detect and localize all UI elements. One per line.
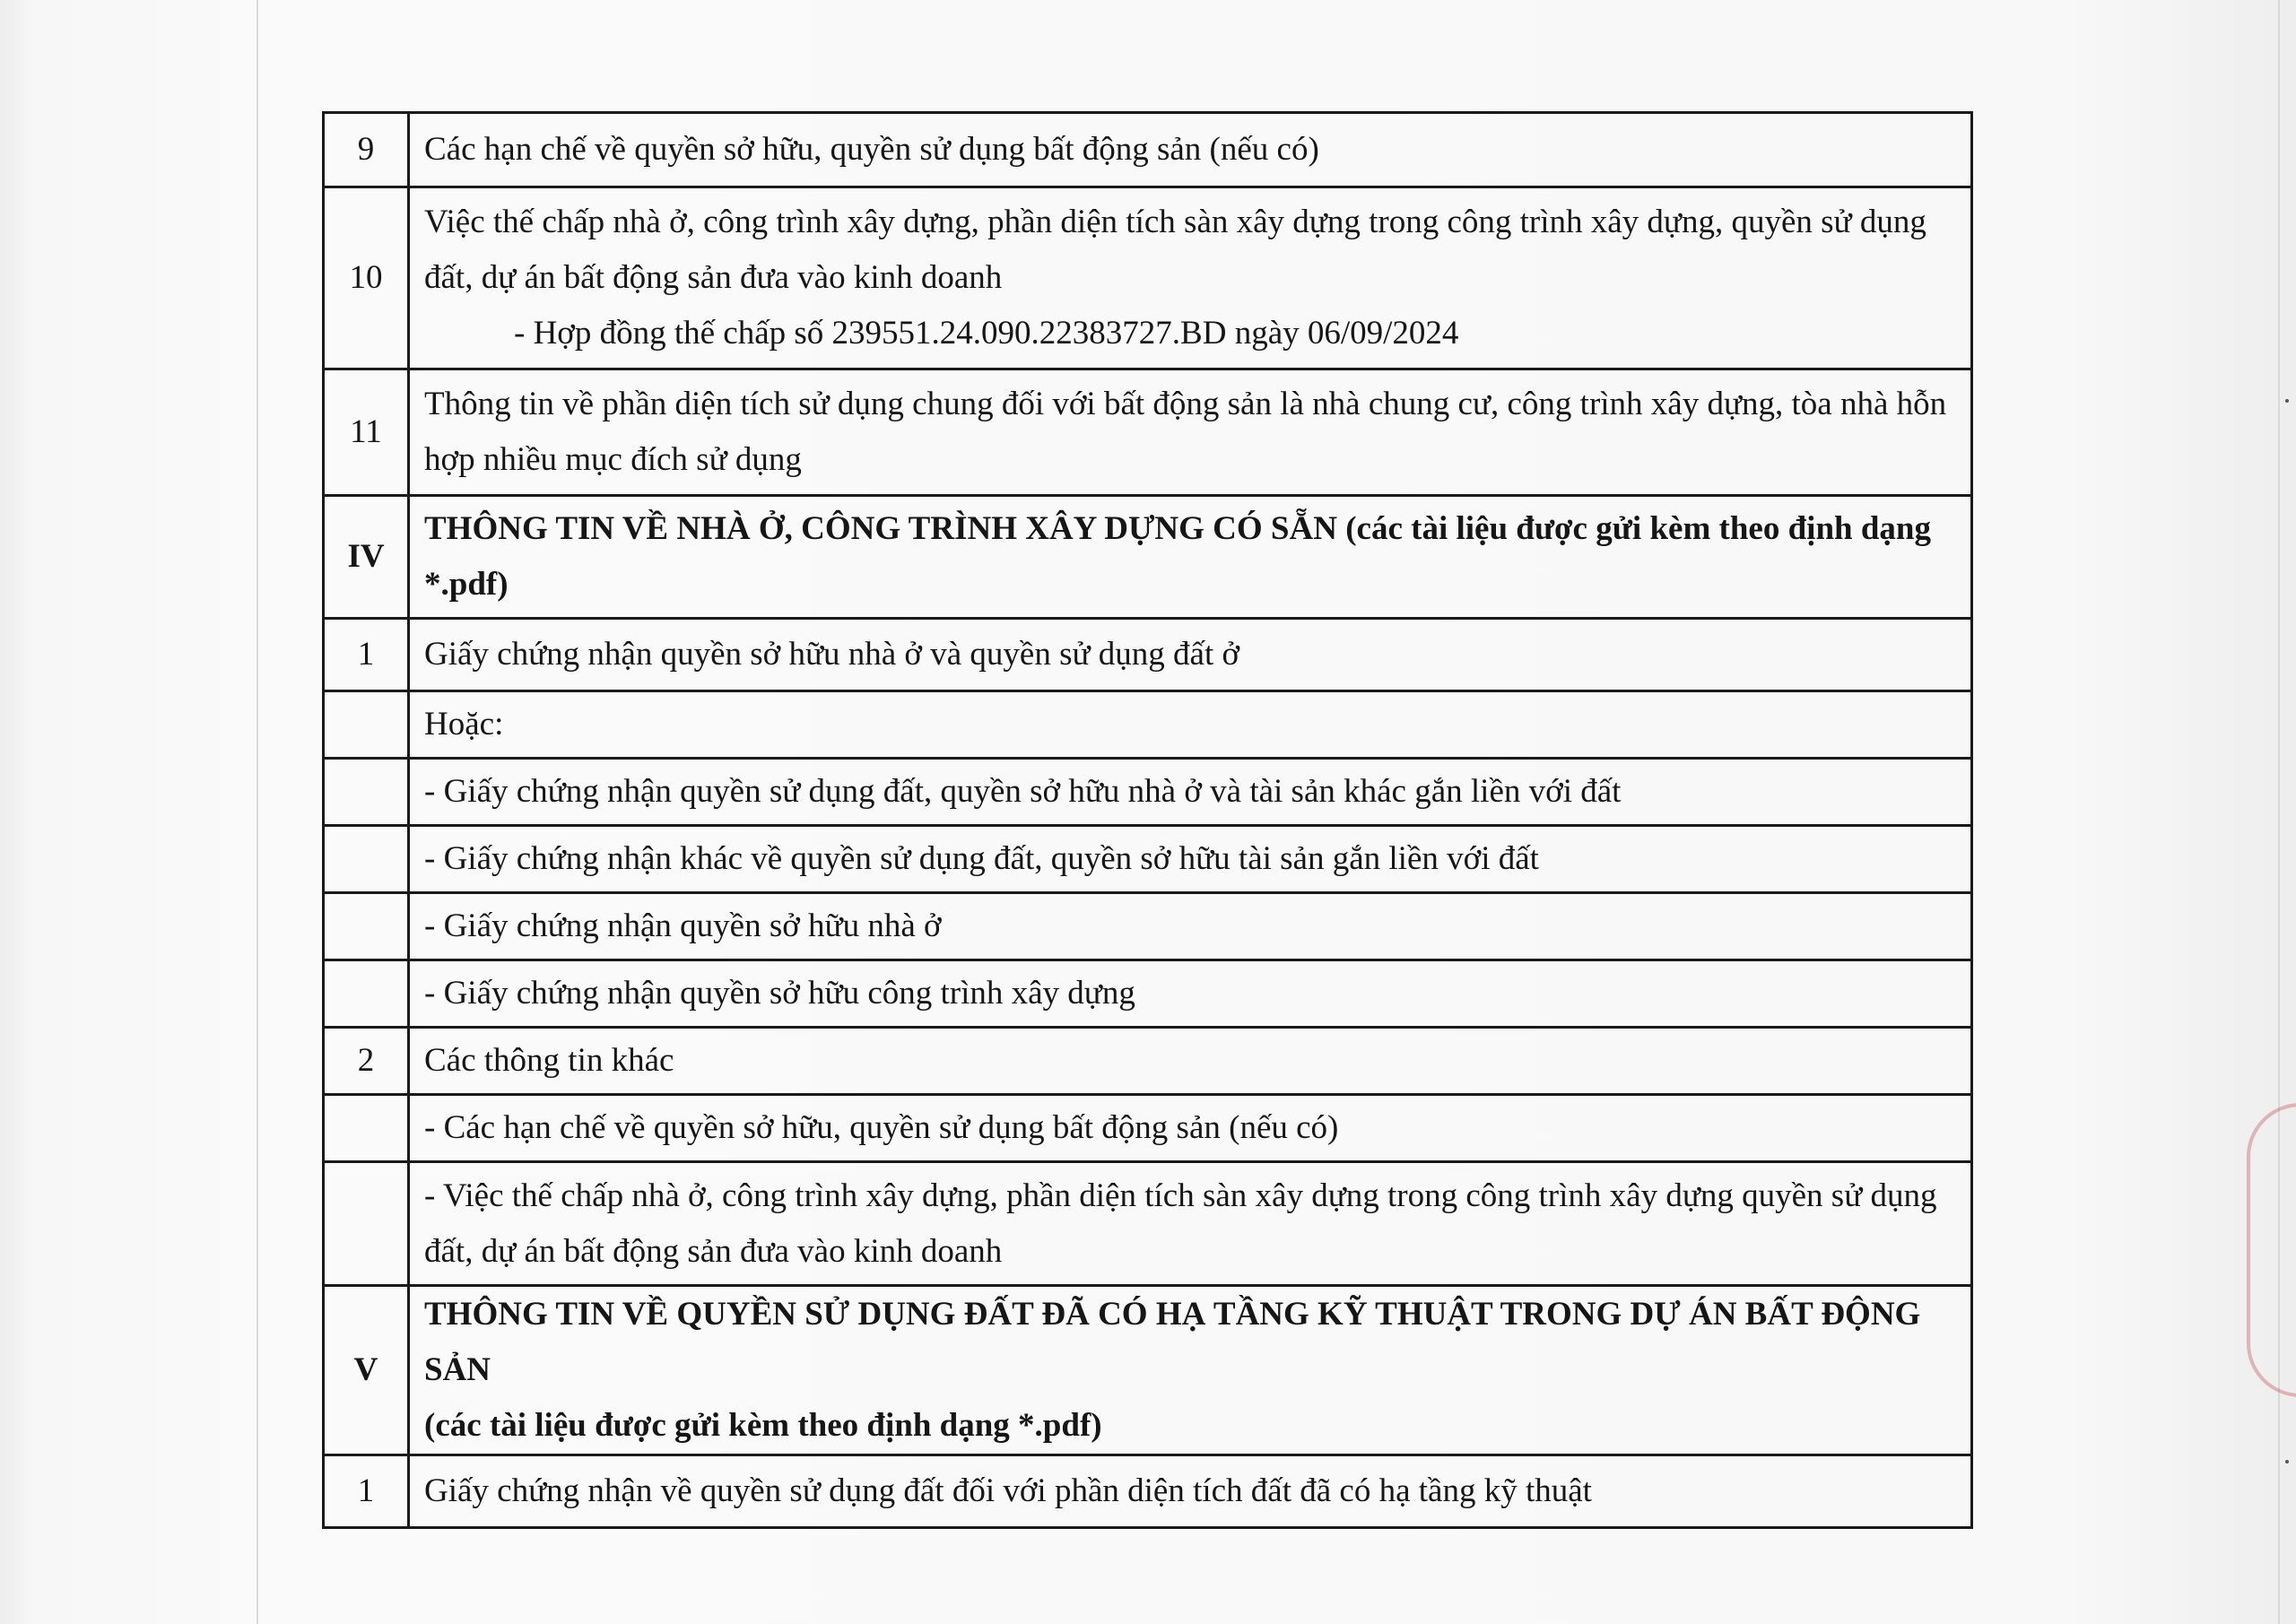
table-row — [324, 691, 1972, 759]
row-number — [324, 1095, 409, 1162]
table-row — [324, 960, 1972, 1028]
table-row — [324, 1162, 1972, 1286]
table-row — [324, 1095, 1972, 1162]
row-text: - Giấy chứng nhận quyền sở hữu nhà ở — [409, 893, 1972, 960]
row-content — [409, 187, 1972, 369]
section-number: IV — [324, 496, 409, 619]
table-row — [324, 759, 1972, 826]
row-text: Hoặc: — [409, 691, 1972, 759]
row-text: - Giấy chứng nhận quyền sở hữu công trình xây dựng — [409, 960, 1972, 1028]
row-bullet-text: - Hợp đồng thế chấp số 239551.24.090.22383727.BD ngày 06/09/2024 — [514, 315, 1459, 352]
row-text: - Việc thế chấp nhà ở, công trình xây dựng, phần diện tích sàn xây dựng trong công trình xây dựng quyền sử dụng đất, dự án bất động sản đưa vào kinh doanh — [409, 1162, 1972, 1286]
row-number — [324, 759, 409, 826]
row-number — [324, 893, 409, 960]
row-number — [324, 691, 409, 759]
table-row — [324, 1286, 1972, 1455]
row-text: Việc thế chấp nhà ở, công trình xây dựng, phần diện tích sàn xây dựng trong công trình xây dựng, quyền sử dụng đất, dự án bất động sản đưa vào kinh doanh — [424, 204, 1926, 296]
row-text: - Giấy chứng nhận khác về quyền sử dụng đất, quyền sở hữu tài sản gắn liền với đất — [409, 826, 1972, 893]
row-number — [324, 1162, 409, 1286]
bleed-mark — [2285, 399, 2289, 403]
stamp-seal-ghost — [2247, 1103, 2296, 1397]
table-row — [324, 113, 1972, 187]
document-table — [322, 111, 1973, 1529]
row-text: Thông tin về phần diện tích sử dụng chung đối với bất động sản là nhà chung cư, công trình xây dựng, tòa nhà hỗn hợp nhiều mục đích sử dụng — [409, 369, 1972, 496]
bleed-mark — [2285, 1460, 2289, 1463]
table-row — [324, 1028, 1972, 1095]
row-text: Giấy chứng nhận về quyền sử dụng đất đối với phần diện tích đất đã có hạ tầng kỹ thuật — [409, 1455, 1972, 1528]
row-text: Các thông tin khác — [409, 1028, 1972, 1095]
row-number: 10 — [324, 187, 409, 369]
page-edge-line — [257, 0, 258, 1624]
row-text: - Các hạn chế về quyền sở hữu, quyền sử dụng bất động sản (nếu có) — [409, 1095, 1972, 1162]
section-heading-note: (các tài liệu được gửi kèm theo định dạng *.pdf) — [424, 1407, 1102, 1444]
row-text: - Giấy chứng nhận quyền sử dụng đất, quyền sở hữu nhà ở và tài sản khác gắn liền với đất — [409, 759, 1972, 826]
table-row — [324, 369, 1972, 496]
section-number: V — [324, 1286, 409, 1455]
row-text: Giấy chứng nhận quyền sở hữu nhà ở và quyền sử dụng đất ở — [409, 619, 1972, 691]
table-row — [324, 496, 1972, 619]
table-row — [324, 1455, 1972, 1528]
row-number: 2 — [324, 1028, 409, 1095]
table-row — [324, 826, 1972, 893]
row-number: 1 — [324, 1455, 409, 1528]
row-number — [324, 826, 409, 893]
section-heading-title: THÔNG TIN VỀ QUYỀN SỬ DỤNG ĐẤT ĐÃ CÓ HẠ TẦNG KỸ THUẬT TRONG DỰ ÁN BẤT ĐỘNG SẢN — [424, 1296, 1921, 1388]
row-number: 1 — [324, 619, 409, 691]
row-text: Các hạn chế về quyền sở hữu, quyền sử dụng bất động sản (nếu có) — [409, 113, 1972, 187]
table-row — [324, 187, 1972, 369]
table-row — [324, 619, 1972, 691]
row-number — [324, 960, 409, 1028]
row-number: 9 — [324, 113, 409, 187]
table-row — [324, 893, 1972, 960]
row-number: 11 — [324, 369, 409, 496]
section-heading — [409, 1286, 1972, 1455]
section-heading: THÔNG TIN VỀ NHÀ Ở, CÔNG TRÌNH XÂY DỰNG CÓ SẴN (các tài liệu được gửi kèm theo định dạng *.pdf) — [409, 496, 1972, 619]
